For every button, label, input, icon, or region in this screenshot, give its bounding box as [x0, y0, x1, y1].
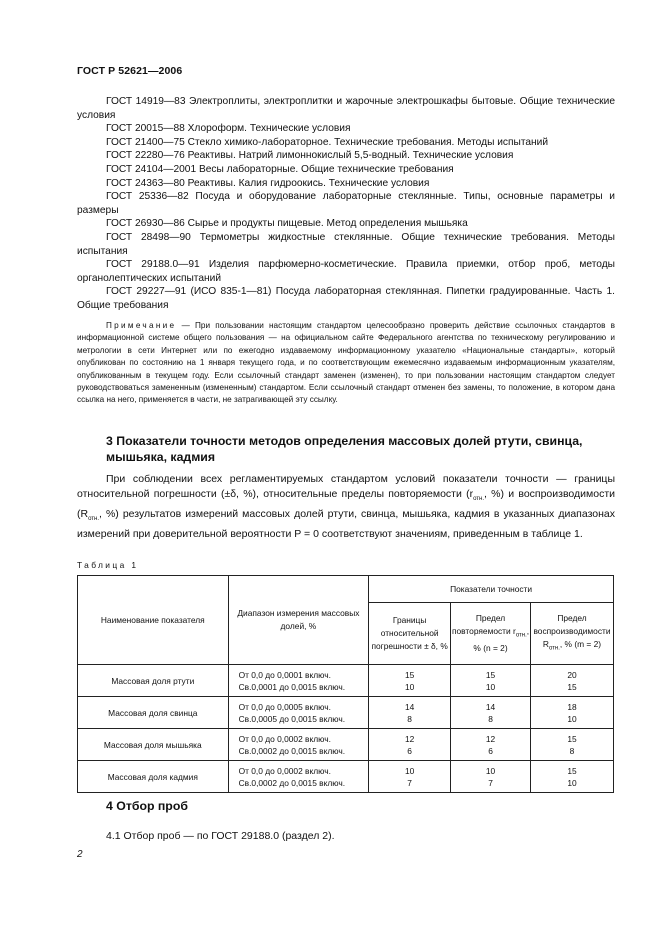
cell-line: 6 [488, 746, 493, 756]
document-header: ГОСТ Р 52621—2006 [77, 65, 183, 77]
note-text: — При пользовании настоящим стандартом целесообразно проверить действие ссылочных стандартов в информационной системе общего пользования — на официальном сайте Федерального агентства по техническому регулированию и метрологии в сети Интернет или по ежегодно издаваемому информационному указателю «Национальные стандарты», который опубликован по состоянию на 1 января текущего года, и по соответствующим ежемесячно издаваемым информационным указателям, опубликованным в текущем году. Если ссылочный стандарт заменен (изменен), то при пользовании настоящим стандартом следует руководствоваться замененным (измененным) стандартом. Если ссылочный стандарт отменен без замены, то положение, в котором дана ссылка на него, применяется в части, не затрагивающей эту ссылку. [77, 321, 615, 405]
cell-line: 6 [407, 746, 412, 756]
row-r [451, 665, 531, 697]
reference-item: ГОСТ 21400—75 Стекло химико-лабораторное. Технические требования. Методы испытаний [106, 136, 549, 148]
reference-item: ГОСТ 25336—82 Посуда и оборудование лабораторные стеклянные. Типы, основные параметры и размеры [77, 191, 615, 216]
reference-item: ГОСТ 14919—83 Электроплиты, электроплитки и жарочные электрошкафы бытовые. Общие технические условия [77, 96, 615, 121]
col-header-range: Диапазон измерения массовых долей, % [228, 576, 369, 665]
para-text: При соблюдении всех регламентируемых стандартом условий показатели точности — границы относительной погрешности (±δ, %), относительные пределы повторяемости (r [77, 473, 615, 500]
cell-line: Св.0,0002 до 0,0015 включ. [238, 778, 346, 788]
subscript: отн. [515, 632, 527, 639]
section-3-paragraph [77, 472, 615, 542]
reference-item: ГОСТ 29227—91 (ИСО 835-1—81) Посуда лабораторная стеклянная. Пипетки градуированные. Часть 1. Общие требования [77, 286, 615, 311]
cell-line: 8 [569, 746, 575, 756]
row-delta [369, 697, 451, 729]
note-lead: Примечание [106, 321, 177, 330]
cell-line: 8 [407, 714, 412, 724]
cell-line: От 0,0 до 0,0001 включ. [238, 670, 331, 680]
reference-item: ГОСТ 22280—76 Реактивы. Натрий лимоннокислый 5,5-водный. Технические условия [106, 150, 514, 162]
cell-line: 15 [567, 734, 577, 744]
col-header-name: Наименование показателя [78, 576, 229, 665]
col-header-delta: Границы относительной погрешности ± δ, % [369, 603, 451, 665]
cell-line: От 0,0 до 0,0005 включ. [238, 702, 331, 712]
page-number: 2 [77, 849, 83, 860]
cell-line: От 0,0 до 0,0002 включ. [238, 766, 331, 776]
header-text: Предел воспроизводимости R [533, 612, 611, 649]
cell-line: 10 [485, 682, 496, 692]
cell-line: 10 [404, 682, 415, 692]
cell-line: От 0,0 до 0,0002 включ. [238, 734, 331, 744]
cell-line: 20 [567, 670, 577, 680]
reference-item: ГОСТ 24363—80 Реактивы. Калия гидроокись. Технические условия [106, 177, 430, 189]
table-row [78, 761, 614, 793]
table-row [78, 665, 614, 697]
references-list [77, 95, 615, 313]
subscript: отн. [548, 645, 560, 652]
accuracy-table [77, 575, 614, 793]
cell-line: 15 [404, 670, 415, 680]
subscript: отн. [473, 496, 485, 503]
cell-line: 18 [567, 702, 577, 712]
note-paragraph [77, 320, 615, 407]
row-range [228, 729, 369, 761]
reference-item: ГОСТ 20015—88 Хлороформ. Технические условия [106, 123, 351, 135]
row-delta [369, 729, 451, 761]
reference-item: ГОСТ 24104—2001 Весы лабораторные. Общие технические требования [106, 163, 454, 175]
section-4-title: 4 Отбор проб [106, 799, 188, 813]
cell-line: 12 [404, 734, 415, 744]
row-R [530, 729, 613, 761]
cell-line: 14 [404, 702, 415, 712]
row-R [530, 665, 613, 697]
row-R [530, 697, 613, 729]
cell-line: 7 [407, 778, 412, 788]
table-row [78, 697, 614, 729]
header-text: Предел повторяемости r [451, 612, 516, 636]
row-range [228, 761, 369, 793]
header-text: , % (m = 2) [559, 638, 602, 649]
cell-line: 10 [567, 778, 577, 788]
cell-line: Св.0,0005 до 0,0015 включ. [238, 714, 346, 724]
col-header-reproducibility [530, 603, 613, 665]
reference-item: ГОСТ 29188.0—91 Изделия парфюмерно-косметические. Правила приемки, отбор проб, методы органолептических испытаний [77, 259, 615, 284]
subscript: отн. [88, 516, 100, 523]
col-header-group: Показатели точности [369, 576, 614, 603]
cell-line: 15 [567, 766, 577, 776]
header-text: , % (n = 2) [473, 625, 530, 654]
para-text: , %) результатов измерений массовых долей ртути, свинца, мышьяка, кадмия в указанных диапазонах измерений при доверительной вероятности P = 0 соответствуют значениям, приведенным в таблице 1. [77, 508, 615, 541]
cell-line: 14 [485, 702, 496, 712]
row-name: Массовая доля кадмия [78, 761, 229, 793]
cell-line: 12 [485, 734, 496, 744]
cell-line: 15 [485, 670, 496, 680]
cell-line: 10 [404, 766, 415, 776]
table-row [78, 729, 614, 761]
row-name: Массовая доля мышьяка [78, 729, 229, 761]
cell-line: 7 [488, 778, 493, 788]
row-name: Массовая доля ртути [78, 665, 229, 697]
table-caption: Таблица 1 [77, 560, 139, 570]
row-r [451, 761, 531, 793]
row-range [228, 697, 369, 729]
cell-line: Св.0,0001 до 0,0015 включ. [238, 682, 346, 692]
section-3-title: 3 Показатели точности методов определения массовых долей ртути, свинца, мышьяка, кадмия [106, 434, 583, 464]
reference-item: ГОСТ 26930—86 Сырье и продукты пищевые. Метод определения мышьяка [106, 218, 468, 230]
row-name: Массовая доля свинца [78, 697, 229, 729]
cell-line: 15 [567, 682, 577, 692]
row-range [228, 665, 369, 697]
row-delta [369, 665, 451, 697]
cell-line: 10 [485, 766, 496, 776]
section-4-1-paragraph: 4.1 Отбор проб — по ГОСТ 29188.0 (раздел 2). [106, 830, 335, 842]
col-header-repeatability [451, 603, 531, 665]
reference-item: ГОСТ 28498—90 Термометры жидкостные стеклянные. Общие технические требования. Методы испытания [77, 231, 615, 257]
row-delta [369, 761, 451, 793]
cell-line: Св.0,0002 до 0,0015 включ. [238, 746, 346, 756]
row-r [451, 697, 531, 729]
cell-line: 10 [567, 714, 577, 724]
para-text: , %) и воспроизводимости (R [77, 488, 615, 521]
row-r [451, 729, 531, 761]
cell-line: 8 [488, 714, 493, 724]
row-R [530, 761, 613, 793]
